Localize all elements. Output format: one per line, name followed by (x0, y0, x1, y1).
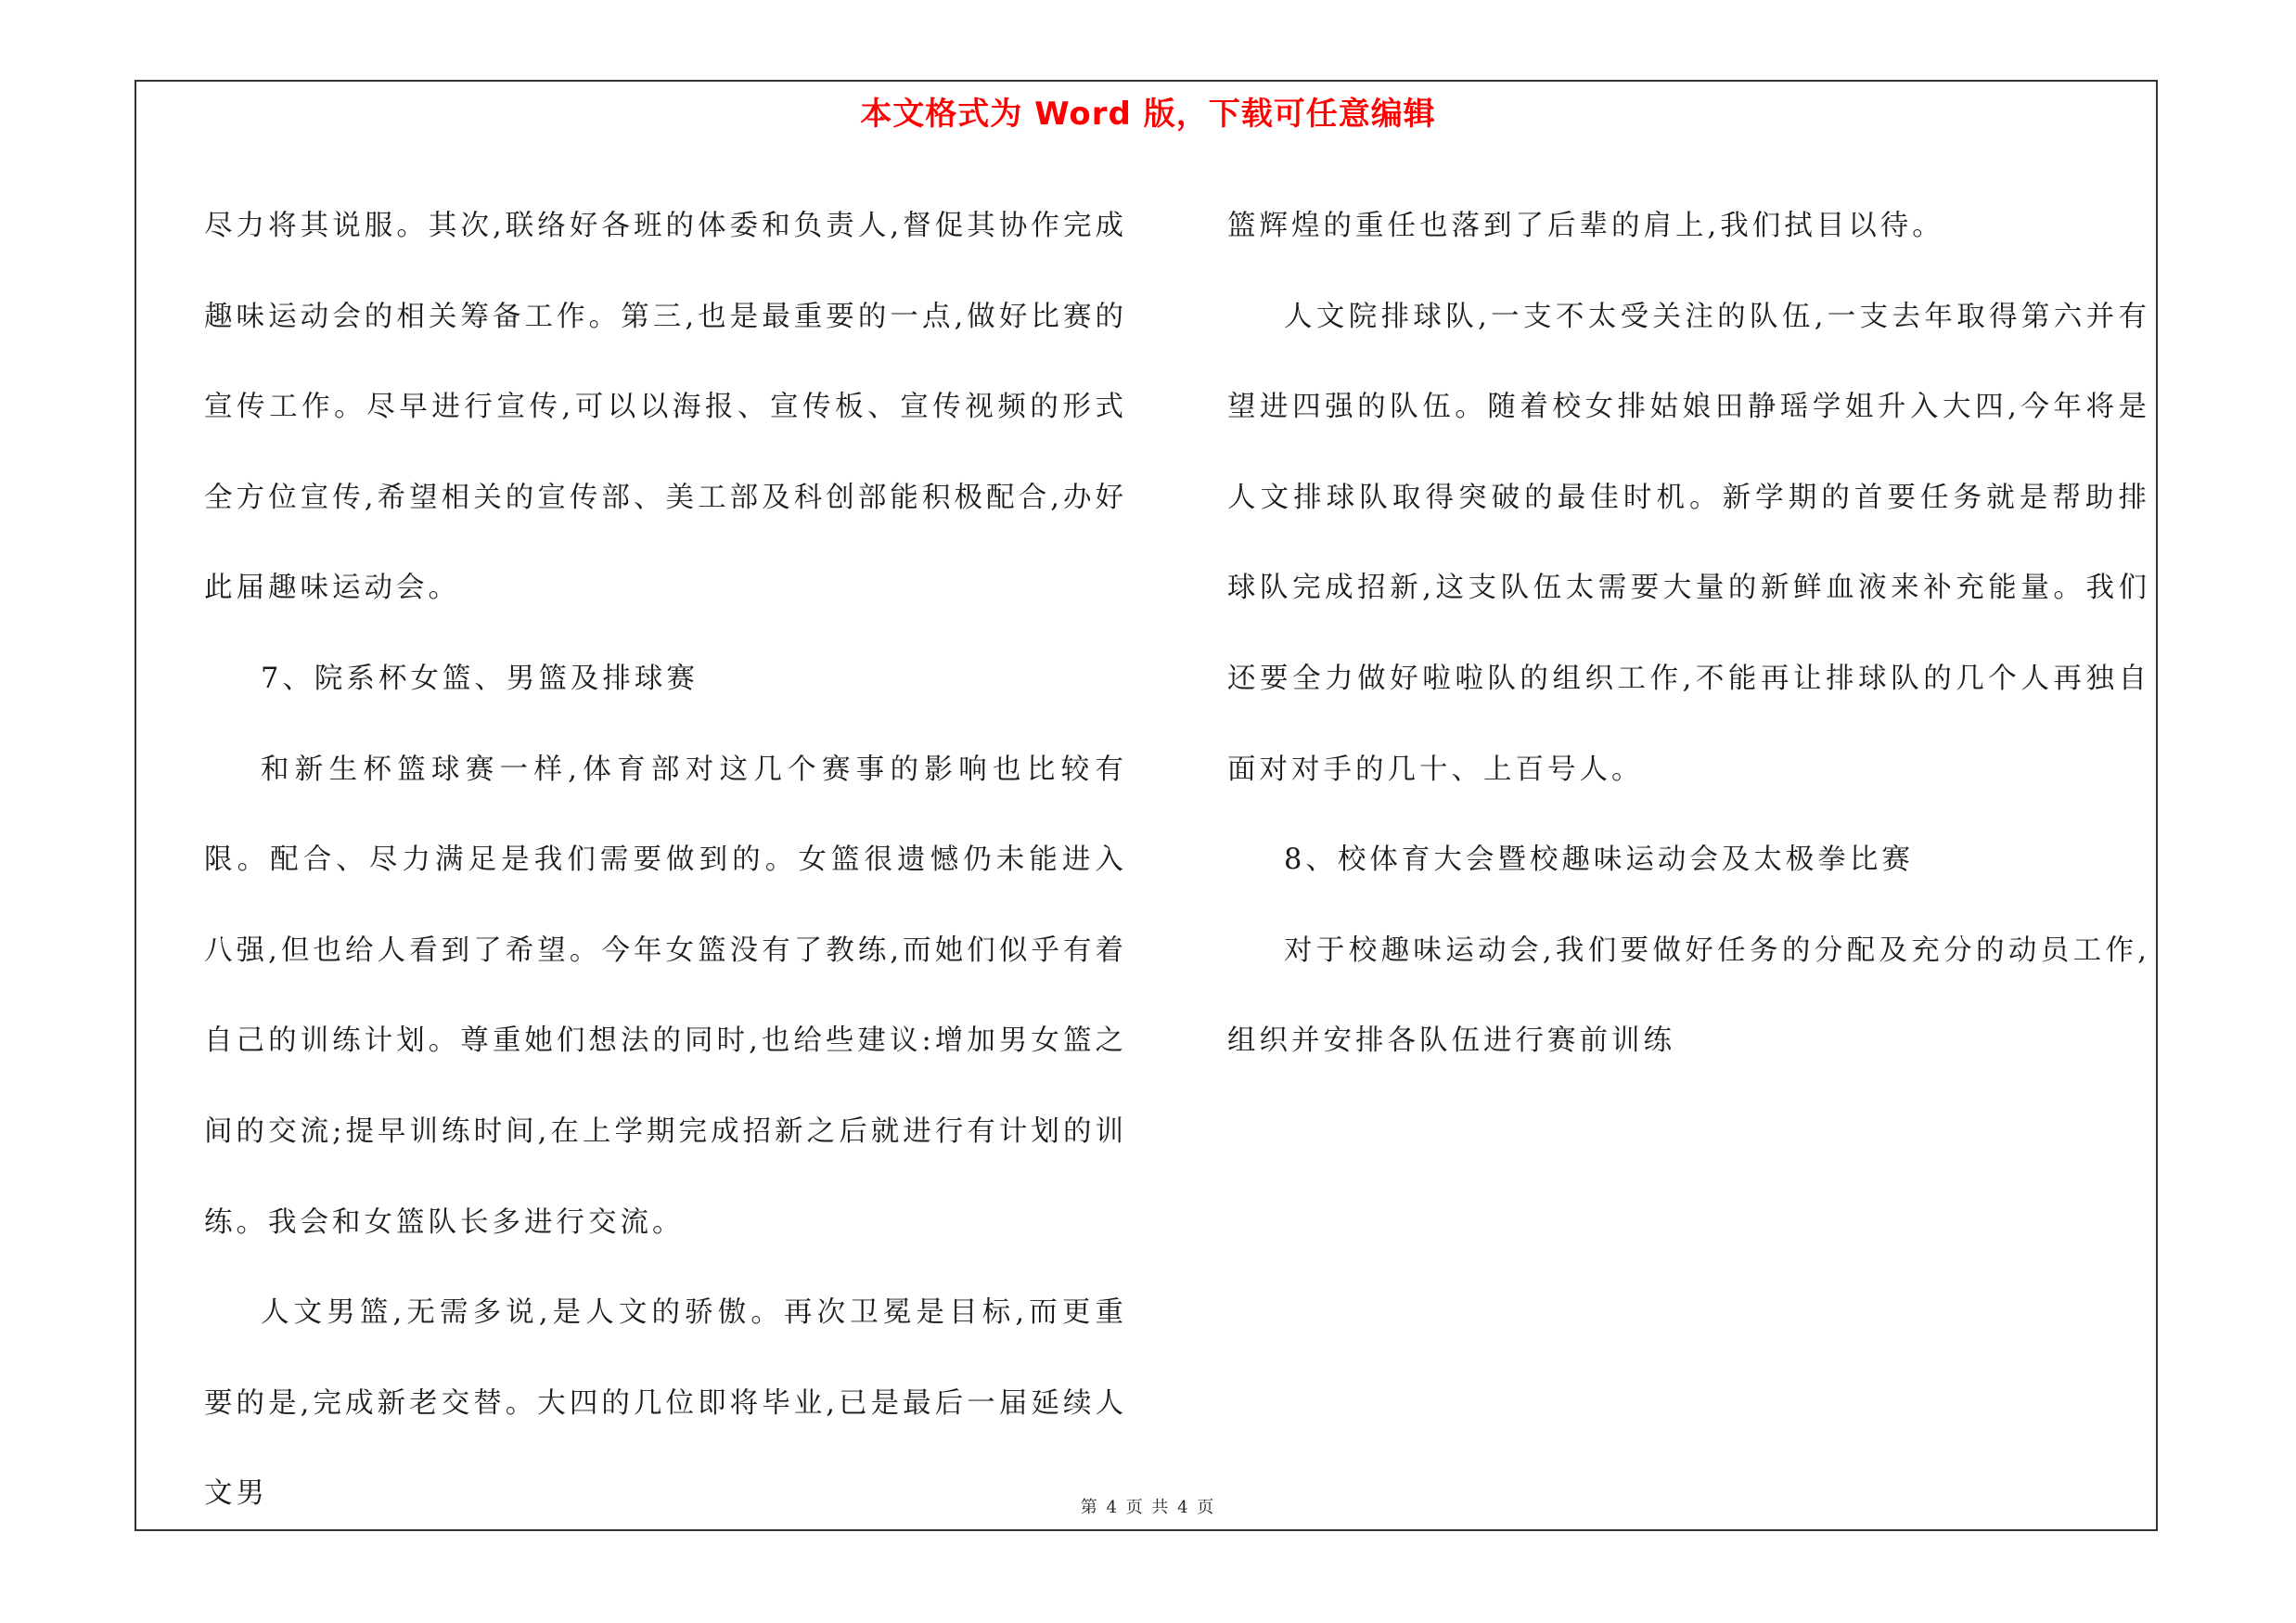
right-text-column (1227, 181, 2150, 1087)
body-paragraph: 对于校趣味运动会,我们要做好任务的分配及充分的动员工作,组织并安排各队伍进行赛前训练 (1227, 934, 2150, 1058)
body-paragraph: 篮辉煌的重任也落到了后辈的肩上,我们拭目以待。 (1227, 210, 1944, 242)
section-heading-8: 8、校体育大会暨校趣味运动会及太极拳比赛 (1284, 844, 1914, 877)
format-notice-banner: 本文格式为 Word 版，下载可任意编辑 (860, 96, 1436, 133)
body-paragraph: 和新生杯篮球赛一样,体育部对这几个赛事的影响也比较有限。配合、尽力满足是我们需要做到的。女篮很遗憾仍未能进入八强,但也给人看到了希望。今年女篮没有了教练,而她们似乎有着自己的训练计划。尊重她们想法的同时,也给些建议:增加男女篮之间的交流;提早训练时间,在上学期完成招新之后就进行有计划的训练。我会和女篮队长多进行交流。 (204, 753, 1127, 1239)
left-text-column (204, 181, 1127, 1539)
body-paragraph: 人文男篮,无需多说,是人文的骄傲。再次卫冕是目标,而更重要的是,完成新老交替。大四的几位即将毕业,已是最后一届延续人文男 (204, 1296, 1127, 1511)
section-heading-7: 7、院系杯女篮、男篮及排球赛 (261, 662, 699, 695)
body-paragraph: 人文院排球队,一支不太受关注的队伍,一支去年取得第六并有望进四强的队伍。随着校女排姑娘田静瑶学姐升入大四,今年将是人文排球队取得突破的最佳时机。新学期的首要任务就是帮助排球队完成招新,这支队伍太需要大量的新鲜血液来补充能量。我们还要全力做好啦啦队的组织工作,不能再让排球队的几个人再独自面对对手的几十、上百号人。 (1227, 300, 2150, 786)
page-number-footer: 第 4 页 共 4 页 (1080, 1498, 1216, 1517)
body-paragraph: 尽力将其说服。其次,联络好各班的体委和负责人,督促其协作完成趣味运动会的相关筹备工作。第三,也是最重要的一点,做好比赛的宣传工作。尽早进行宣传,可以以海报、宣传板、宣传视频的形式全方位宣传,希望相关的宣传部、美工部及科创部能积极配合,办好此届趣味运动会。 (204, 210, 1127, 605)
